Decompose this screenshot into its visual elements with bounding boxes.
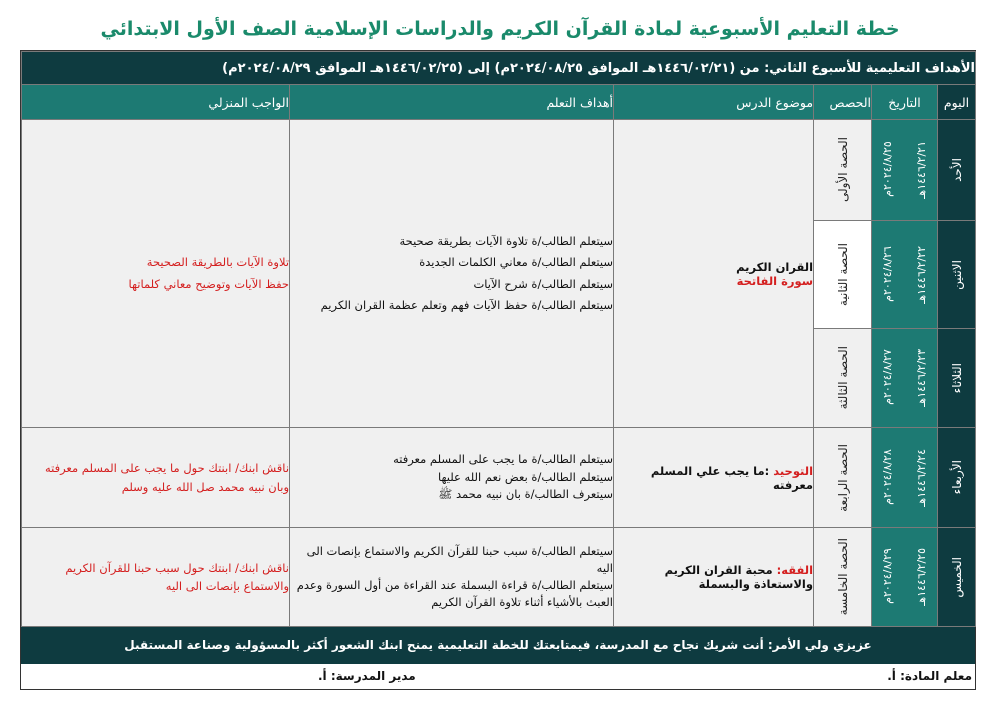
learning-goals <box>290 428 614 528</box>
weekly-plan-table <box>21 51 976 627</box>
date-cell <box>872 428 938 528</box>
hijri-date: ١٤٤٦/٢/٢٤هـ <box>915 448 929 507</box>
header-period: الحصص <box>814 85 872 120</box>
topic-subject: التوحيد <box>773 463 814 478</box>
goal-item: سيتعرف الطالب/ة بان نبيه محمد ﷺ <box>438 487 614 502</box>
gregorian-date: ٢٠٢٤/٨/٢٥م <box>880 141 894 197</box>
header-date: التاريخ <box>872 85 938 120</box>
period-name: الحصة الأولى <box>835 137 850 203</box>
hijri-date: ١٤٤٦/٢/٢٥هـ <box>915 548 929 606</box>
header-topic: موضوع الدرس <box>614 85 814 120</box>
topic-title: القران الكريم <box>736 259 814 274</box>
table-row <box>22 528 976 627</box>
topic-subtitle: سورة الفاتحة <box>736 273 814 288</box>
lesson-topic <box>614 428 814 528</box>
goal-item: سيتعلم الطالب/ة معاني الكلمات الجديدة <box>419 255 614 270</box>
date-cell <box>872 528 938 627</box>
period-name: الحصة الثالثة <box>835 346 850 410</box>
principal-signature: مدير المدرسة: أ. <box>318 669 416 683</box>
homework-item: تلاوة الآيات بالطريقة الصحيحة <box>146 255 290 270</box>
day-name: الاثنين <box>949 259 964 290</box>
lesson-topic <box>614 120 814 428</box>
day-cell <box>938 221 976 329</box>
gregorian-date: ٢٠٢٤/٨/٢٦م <box>880 245 894 302</box>
goal-item: سيتعلم الطالب/ة حفظ الآيات فهم وتعلم عظمة القران الكريم <box>320 297 614 312</box>
day-cell <box>938 528 976 627</box>
topic-title: محبة القران الكريم والاستعاذة والبسملة <box>664 563 814 591</box>
day-name: الثلاثاء <box>949 362 964 394</box>
page-title: خطة التعليم الأسبوعية لمادة القرآن الكريم والدراسات الإسلامية الصف الأول الابتدائي <box>100 18 900 40</box>
day-name: الخميس <box>949 556 964 598</box>
header-goals: أهداف التعلم <box>290 85 614 120</box>
homework-item: حفظ الآيات وتوضيح معاني كلماتها <box>128 276 290 291</box>
goal-item: سيتعلم الطالب/ة بعض نعم الله عليها <box>437 469 614 484</box>
teacher-signature: معلم المادة: أ. <box>887 669 972 683</box>
homework: ناقش ابنك/ ابنتك حول ما يجب على المسلم معرفته وبان نبيه محمد صل الله عليه وسلم <box>22 428 290 528</box>
learning-goals <box>290 528 614 627</box>
hijri-date: ١٤٤٦/٢/٢٢هـ <box>915 245 929 304</box>
goal-item: سيتعلم الطالب/ة قراءة البسملة عند القراءة من أول السورة وعدم العبث بالأشياء أثناء تلاوة القرآن الكريم <box>296 578 614 610</box>
objectives-row <box>22 52 976 85</box>
header-row <box>22 85 976 120</box>
period-name: الحصة الخامسة <box>835 538 850 616</box>
period-name: الحصة الثانية <box>835 242 850 307</box>
day-name: الأحد <box>949 158 964 182</box>
date-cell <box>872 221 938 329</box>
lesson-topic <box>614 528 814 627</box>
table-row <box>22 428 976 528</box>
homework: ناقش ابنك/ ابنتك حول سبب حبنا للقرآن الكريم والاستماع بإنصات الى اليه <box>22 528 290 627</box>
parent-note: عزيزي ولي الأمر: أنت شريك نجاح مع المدرسة، فيمتابعتك للخطة التعليمية يمنح ابنك الشعور أكثر بالمسؤولية وصناعة المستقبل <box>21 627 975 664</box>
period-name: الحصة الرابعة <box>835 443 850 512</box>
header-day: اليوم <box>938 85 976 120</box>
day-cell <box>938 120 976 221</box>
gregorian-date: ٢٠٢٤/٨/٢٩م <box>880 548 894 604</box>
date-cell <box>872 329 938 428</box>
goal-item: سيتعلم الطالب/ة شرح الآيات <box>473 276 614 291</box>
homework <box>22 120 290 428</box>
period-cell <box>814 329 872 428</box>
table-row <box>22 120 976 221</box>
period-cell <box>814 428 872 528</box>
goal-item: سيتعلم الطالب/ة تلاوة الآيات بطريقة صحيحة <box>399 233 614 248</box>
hijri-date: ١٤٤٦/٢/٢١هـ <box>915 141 929 199</box>
header-homework: الواجب المنزلي <box>22 85 290 120</box>
goal-item: سيتعلم الطالب/ة ما يجب على المسلم معرفته <box>393 451 614 466</box>
goal-item: سيتعلم الطالب/ة سبب حبنا للقرآن الكريم والاستماع بإنصات الى اليه <box>306 543 614 575</box>
period-cell <box>814 120 872 221</box>
weekly-objectives: الأهداف التعليمية للأسبوع الثاني: من (١٤٤٦/٠٢/٢١هـ الموافق ٢٠٢٤/٠٨/٢٥م) إلى (١٤٤٦/٠٢/٢٥هـ الموافق ٢٠٢٤/٠٨/٢٩م) <box>22 52 976 85</box>
gregorian-date: ٢٠٢٤/٨/٢٧م <box>880 349 894 405</box>
hijri-date: ١٤٤٦/٢/٢٣هـ <box>915 349 929 407</box>
day-cell <box>938 428 976 528</box>
gregorian-date: ٢٠٢٤/٨/٢٨م <box>880 448 894 505</box>
period-cell <box>814 221 872 329</box>
period-cell <box>814 528 872 627</box>
day-cell <box>938 329 976 428</box>
topic-title: :ما يجب علي المسلم معرفته <box>650 463 814 492</box>
topic-subject: الفقه: <box>776 563 814 577</box>
date-cell <box>872 120 938 221</box>
day-name: الأربعاء <box>949 460 964 495</box>
learning-goals <box>290 120 614 428</box>
